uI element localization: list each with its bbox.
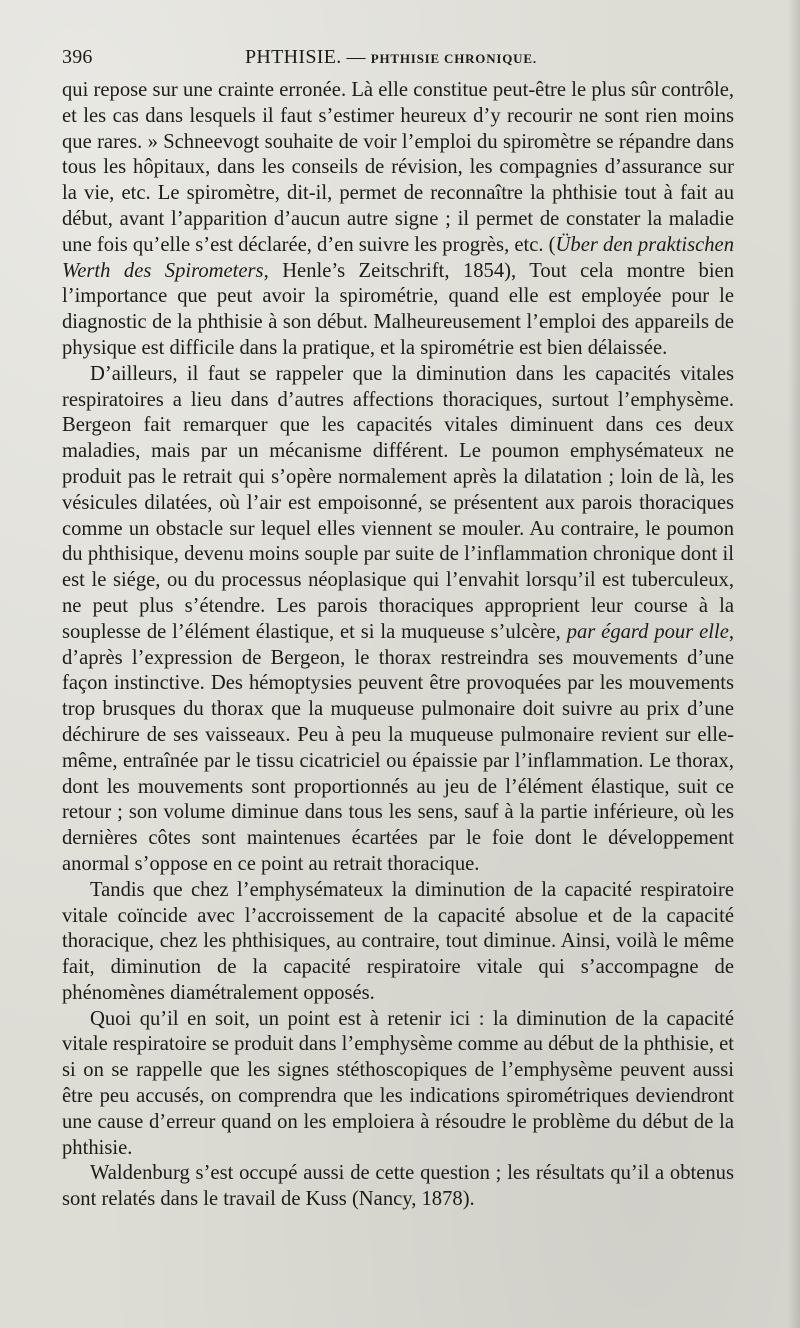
paragraph-comparison bbox=[62, 878, 734, 1007]
text-segment: , Henle’s Zeitschrift, 1854), Tout cela montre bien l’importance que peut avoir la spirométrie, quand elle est employée pour le diagnostic de la phthisie à son début. Malheureusement l’emploi des appareils de physique est difficile dans la pratique, et la spirométrie est bien délaissée. bbox=[62, 259, 734, 359]
paragraph-waldenburg bbox=[62, 1161, 734, 1213]
italic-phrase: par égard pour elle bbox=[566, 620, 729, 643]
paragraph-spirometer bbox=[62, 78, 734, 362]
page-number: 396 bbox=[62, 46, 93, 68]
running-head-title: PHTHISIE. bbox=[245, 46, 342, 68]
italic-title: Über den praktischen Werth des Spirometers bbox=[62, 233, 734, 282]
text-segment: D’ailleurs, il faut se rappeler que la diminution dans les capacités vitales respiratoires a lieu dans d’autres affections thoraciques, surtout l’emphysème. Bergeon fait remarquer que les capacités vitales diminuent dans ces deux maladies, mais par un mécanisme différent. Le poumon emphysémateux ne produit pas le retrait qui s’opère normalement après la dilatation ; loin de là, les vésicules dilatées, où l’air est empoisonné, se présentent aux parois thoraciques comme un obstacle sur lequel elles viennent se mouler. Au contraire, le poumon du phthisique, devenu moins souple par suite de l’inflammation chronique dont il est le siége, ou du processus néoplasique qui l’envahit lorsqu’il est tuberculeux, ne peut plus s’étendre. Les parois thoraciques approprient leur course à la souplesse de l’élément élastique, et si la muqueuse s’ulcère, bbox=[62, 362, 734, 643]
text-segment: Tandis que chez l’emphysémateux la diminution de la capacité respiratoire vitale coïncide avec l’accroissement de la capacité absolue et de la capacité thoracique, chez les phthisiques, au contraire, tout diminue. Ainsi, voilà le même fait, diminution de la capacité respiratoire vitale qui s’accompagne de phénomènes diamétralement opposés. bbox=[62, 878, 734, 1004]
body-text bbox=[62, 78, 734, 1213]
text-segment: , d’après l’expression de Bergeon, le thorax restreindra ses mouvements d’une façon instinctive. Des hémoptysies peuvent être provoquées par les mouvements trop brusques du thorax que la muqueuse pulmonaire doit suivre au prix d’une déchirure de ses vaisseaux. Peu à peu la muqueuse pulmonaire revient sur elle-même, entraînée par le tissu cicatriciel ou épaissie par l’inflammation. Le thorax, dont les mouvements sont proportionnés au jeu de l’élément élastique, suit ce retour ; son volume diminue dans tous les sens, sauf à la partie inférieure, où les dernières côtes sont maintenues écartées par le foie dont le développement anormal s’oppose en ce point au retrait thoracique. bbox=[62, 620, 735, 875]
page-header bbox=[62, 44, 734, 78]
running-head-subtitle: PHTHISIE CHRONIQUE. bbox=[370, 51, 537, 66]
running-head bbox=[245, 46, 537, 69]
paragraph-conclusion bbox=[62, 1007, 734, 1162]
paragraph-emphysema bbox=[62, 362, 734, 878]
text-segment: Quoi qu’il en soit, un point est à retenir ici : la diminution de la capacité vitale respiratoire se produit dans l’emphysème comme au début de la phthisie, et si on se rappelle que les signes stéthoscopiques de l’emphysème peuvent aussi être peu accusés, on comprendra que les indications spirométriques deviendront une cause d’erreur quand on les emploiera à résoudre le problème du début de la phthisie. bbox=[62, 1007, 734, 1159]
running-head-separator: — bbox=[346, 47, 366, 68]
text-segment: qui repose sur une crainte erronée. Là elle constitue peut-être le plus sûr contrôle, et les cas dans lesquels il faut s’estimer heureux d’y recourir ne sont rien moins que rares. » Schneevogt souhaite de voir l’emploi du spiromètre se répandre dans tous les hôpitaux, dans les conseils de révision, les compagnies d’assurance sur la vie, etc. Le spiromètre, dit-il, permet de reconnaître la phthisie tout à fait au début, avant l’apparition d’aucun autre signe ; il permet de constater la maladie une fois qu’elle s’est déclarée, d’en suivre les progrès, etc. ( bbox=[62, 79, 734, 256]
text-segment: Waldenburg s’est occupé aussi de cette question ; les résultats qu’il a obtenus sont relatés dans le travail de Kuss (Nancy, 1878). bbox=[62, 1162, 734, 1211]
